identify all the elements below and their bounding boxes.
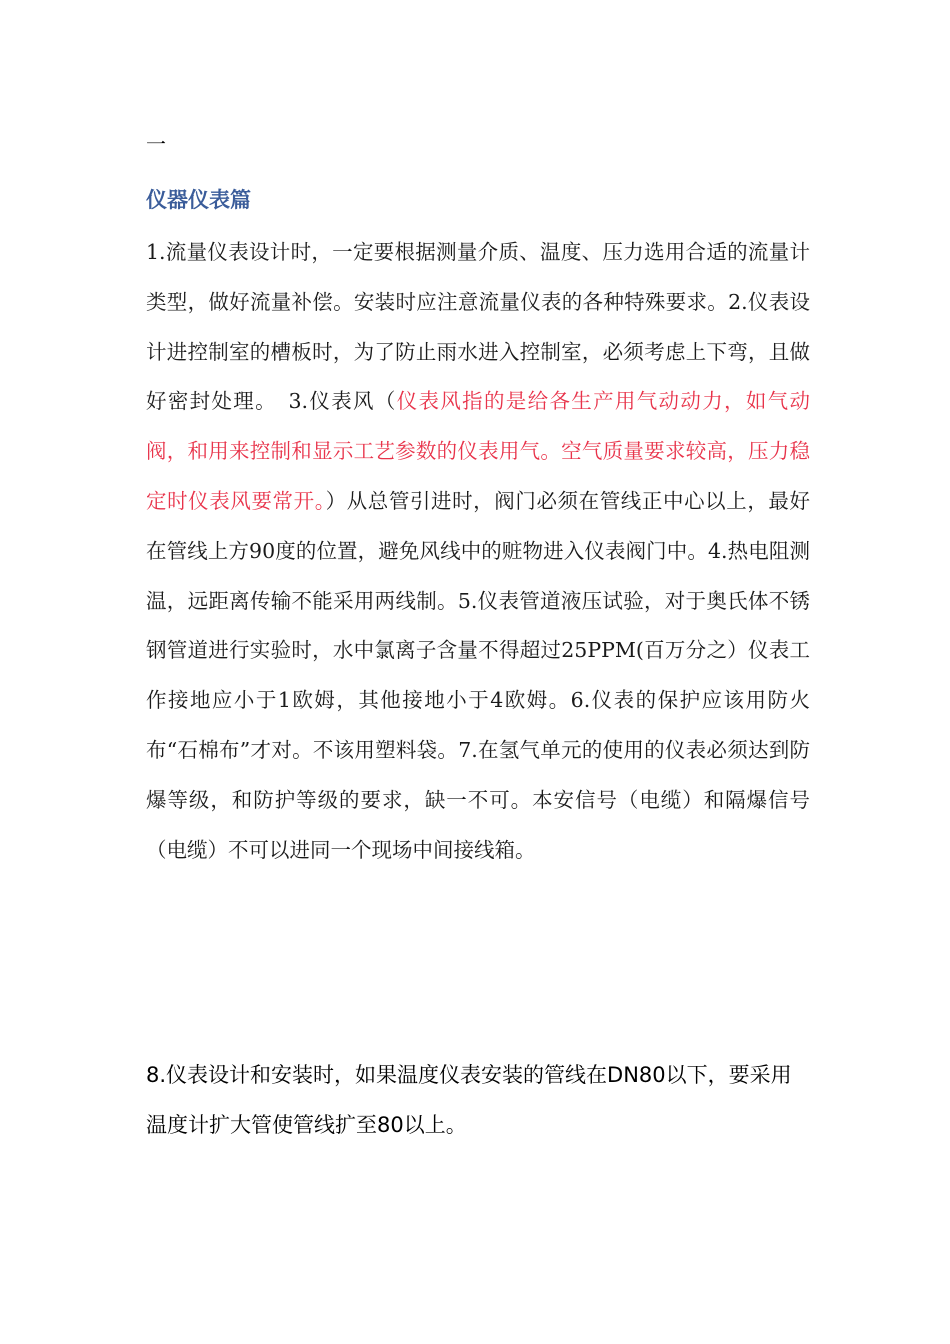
section-dash: 一 — [146, 132, 166, 156]
paragraph-1-text-b: ）从总管引进时，阀门必须在管线正中心以上，最好在管线上方90度的位置，避免风线中的赃物进入仪表阀门中。4.热电阻测温，远距离传输不能采用两线制。5.仪表管道液压试验，对于奥氏体不锈钢管道进行实验时，水中氯离子含量不得超过25PPM(百万分之）仪表工作接地应小于1欧姆，其他接地小于4欧姆。6.仪表的保护应该用防火布“石棉布”才对。不该用塑料袋。7.在氢气单元的使用的仪表必须达到防爆等级，和防护等级的要求，缺一不可。本安信号（电缆）和隔爆信号（电缆）不可以进同一个现场中间接线箱。 — [146, 488, 811, 862]
paragraph-1-highlight: 仪表风指的是给各生产用气动动力，如气动阀，和用来控制和显示工艺参数的仪表用气。空气质量要求较高，压力稳定时仪表风要常开。 — [146, 389, 810, 513]
paragraph-1 — [146, 228, 810, 875]
section-heading: 仪器仪表篇 — [146, 188, 251, 212]
paragraph-2: 8.仪表设计和安装时，如果温度仪表安装的管线在DN80以下，要采用温度计扩大管使管线扩至80以上。 — [146, 1063, 792, 1137]
paragraph-1-text-a: 1.流量仪表设计时，一定要根据测量介质、温度、压力选用合适的流量计类型，做好流量补偿。安装时应注意流量仪表的各种特殊要求。2.仪表设计进控制室的槽板时，为了防止雨水进入控制室，必须考虑上下弯，且做好密封处理。 3.仪表风（ — [146, 240, 810, 414]
